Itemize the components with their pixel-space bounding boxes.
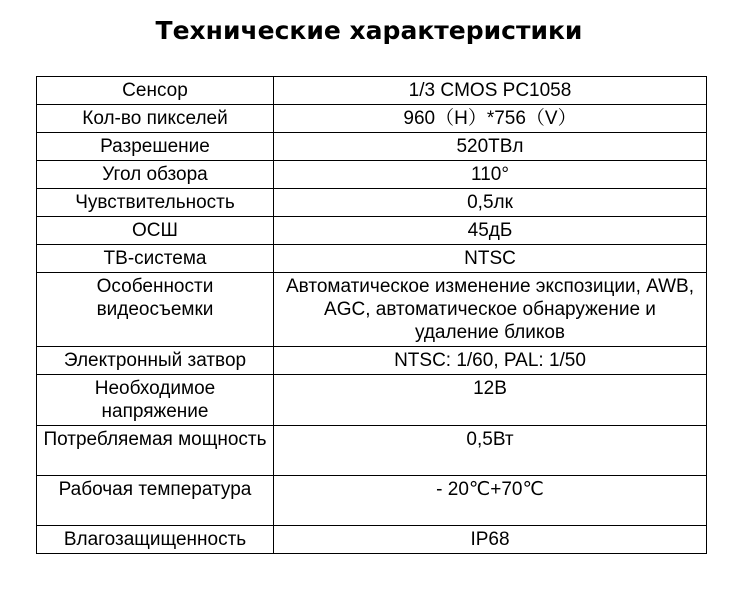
param-operating-temp: Рабочая температура [37, 476, 274, 526]
value-resolution: 520ТВл [274, 133, 707, 161]
value-operating-temp: - 20℃+70℃ [274, 476, 707, 526]
param-power: Потребляемая мощность [37, 426, 274, 476]
param-view-angle: Угол обзора [37, 161, 274, 189]
table-row [37, 133, 707, 161]
value-sensor: 1/3 CMOS PC1058 [274, 77, 707, 105]
table-row [37, 476, 707, 526]
param-resolution: Разрешение [37, 133, 274, 161]
table-row [37, 189, 707, 217]
specifications-table-body [37, 77, 707, 554]
param-sensor: Сенсор [37, 77, 274, 105]
table-row [37, 273, 707, 347]
param-waterproof: Влагозащищенность [37, 526, 274, 554]
table-row [37, 245, 707, 273]
value-power: 0,5Вт [274, 426, 707, 476]
value-pixel-count: 960（H）*756（V） [274, 105, 707, 133]
param-video-features: Особенности видеосъемки [37, 273, 274, 347]
table-row [37, 375, 707, 426]
param-electronic-shutter: Электронный затвор [37, 347, 274, 375]
value-view-angle: 110° [274, 161, 707, 189]
value-voltage: 12В [274, 375, 707, 426]
table-row [37, 426, 707, 476]
table-row [37, 217, 707, 245]
param-snr: ОСШ [37, 217, 274, 245]
value-tv-system: NTSC [274, 245, 707, 273]
specifications-table [36, 76, 707, 554]
table-row [37, 526, 707, 554]
table-row [37, 105, 707, 133]
value-snr: 45дБ [274, 217, 707, 245]
table-row [37, 77, 707, 105]
page-title: Технические характеристики [155, 16, 583, 45]
value-waterproof: IP68 [274, 526, 707, 554]
value-electronic-shutter: NTSC: 1/60, PAL: 1/50 [274, 347, 707, 375]
value-sensitivity: 0,5лк [274, 189, 707, 217]
value-video-features: Автоматическое изменение экспозиции, AWB, AGC, автоматическое обнаружение и удаление бликов [274, 273, 707, 347]
table-row [37, 347, 707, 375]
param-sensitivity: Чувствительность [37, 189, 274, 217]
param-voltage: Необходимое напряжение [37, 375, 274, 426]
param-pixel-count: Кол-во пикселей [37, 105, 274, 133]
param-tv-system: ТВ-система [37, 245, 274, 273]
table-row [37, 161, 707, 189]
